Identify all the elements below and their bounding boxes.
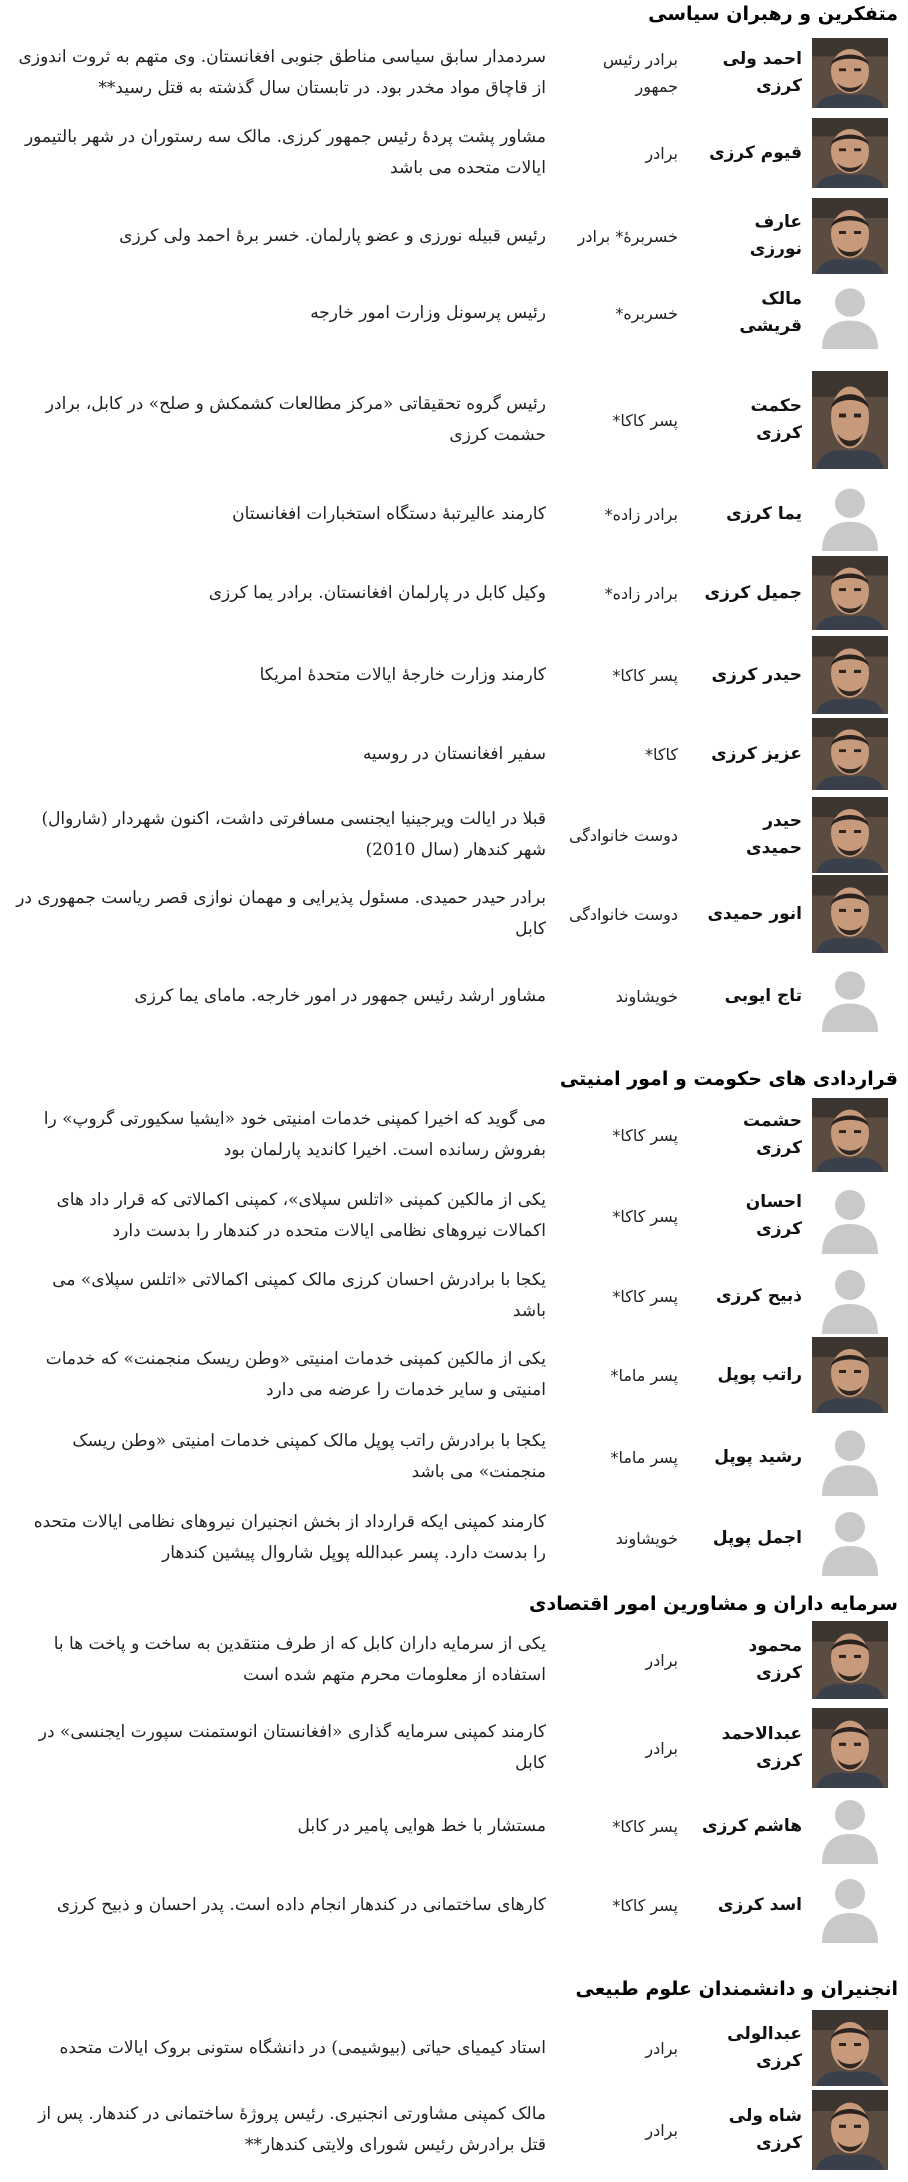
person-silhouette-icon xyxy=(812,1178,888,1254)
person-description: یکجا با برادرش احسان کرزی مالک کمپنی اکمالاتی «اتلس سپلای» می باشد xyxy=(52,1270,546,1321)
person-photo xyxy=(812,38,888,108)
person-photo xyxy=(812,1621,888,1699)
photo-placeholder xyxy=(812,1258,888,1334)
person-photo xyxy=(812,875,888,953)
person-row xyxy=(0,1788,908,1864)
person-description: رئیس قبیله نورزی و عضو پارلمان. خسر برۀ احمد ولی کرزی xyxy=(119,226,546,246)
person-row xyxy=(0,38,908,108)
person-photo xyxy=(812,556,888,630)
person-name: عبدالولی کرزی xyxy=(727,2024,802,2071)
section-title: سرمایه داران و مشاورین امور اقتصادی xyxy=(529,1593,898,1615)
person-description: قبلا در ایالت ویرجینیا ایجنسی مسافرتی داشت، اکنون شهردار (شاروال) شهر کندهار (سال 2010) xyxy=(41,809,546,860)
person-row xyxy=(0,2090,908,2170)
person-row xyxy=(0,1337,908,1413)
person-description: استاد کیمیای حیاتی (بیوشیمی) در دانشگاه ستونی بروک ایالات متحده xyxy=(59,2038,546,2058)
person-row xyxy=(0,198,908,274)
person-relation: برادر زاده* xyxy=(604,505,678,524)
photo-placeholder xyxy=(812,1500,888,1576)
person-name: اسد کرزی xyxy=(717,1895,802,1915)
person-description: یکی از مالکین کمپنی «اتلس سپلای»، کمپنی اکمالاتی که قرار داد های اکمالات نیروهای نظامی ایالات متحده در کندهار را بدست دارد xyxy=(56,1190,546,1241)
portrait-image xyxy=(812,2090,888,2170)
person-relation: خویشاوند xyxy=(615,987,678,1006)
person-photo xyxy=(812,1098,888,1172)
person-description: کارمند وزارت خارجۀ ایالات متحدۀ امریکا xyxy=(259,665,546,685)
person-photo xyxy=(812,2010,888,2086)
person-name: عزیز کرزی xyxy=(711,744,802,764)
photo-placeholder xyxy=(812,277,888,349)
person-relation: پسر کاکا* xyxy=(612,1817,678,1836)
photo-placeholder xyxy=(812,1788,888,1864)
person-description: یکی از مالکین کمپنی خدمات امنیتی «وطن ریسک منجمنت» که خدمات امنیتی و سایر خدمات را عرضه می دارد xyxy=(45,1349,546,1400)
person-row xyxy=(0,2010,908,2086)
person-row xyxy=(0,1178,908,1254)
person-description: کارمند کمپنی سرمایه گذاری «افغانستان انوستمنت سپورت ایجنسی» در کابل xyxy=(38,1722,546,1773)
person-description: برادر حیدر حمیدی. مسئول پذیرایی و مهمان نوازی قصر ریاست جمهوری در کابل xyxy=(16,888,546,939)
person-silhouette-icon xyxy=(812,1500,888,1576)
person-relation: برادر xyxy=(645,1739,678,1758)
person-silhouette-icon xyxy=(812,1867,888,1943)
portrait-image xyxy=(812,636,888,714)
photo-placeholder xyxy=(812,1418,888,1496)
portrait-image xyxy=(812,875,888,953)
person-photo xyxy=(812,718,888,790)
person-row xyxy=(0,371,908,469)
person-relation: پسر کاکا* xyxy=(612,1207,678,1226)
person-relation: خویشاوند xyxy=(615,1529,678,1548)
person-row xyxy=(0,118,908,188)
person-name: عارف نورزی xyxy=(749,212,802,259)
person-relation: برادر زاده* xyxy=(604,584,678,603)
person-row xyxy=(0,718,908,790)
person-relation: پسر کاکا* xyxy=(612,666,678,685)
person-row xyxy=(0,1098,908,1172)
person-photo xyxy=(812,198,888,274)
person-description: مستشار با خط هوایی پامیر در کابل xyxy=(297,1816,546,1836)
person-row xyxy=(0,1418,908,1496)
person-silhouette-icon xyxy=(812,1258,888,1334)
person-description: سفیر افغانستان در روسیه xyxy=(362,744,546,764)
person-name: یما کرزی xyxy=(726,504,802,524)
person-name: احسان کرزی xyxy=(745,1192,802,1239)
person-row xyxy=(0,797,908,873)
person-name: هاشم کرزی xyxy=(702,1816,802,1836)
person-row xyxy=(0,1258,908,1334)
portrait-image xyxy=(812,118,888,188)
person-name: قیوم کرزی xyxy=(709,143,802,163)
photo-placeholder xyxy=(812,477,888,551)
person-photo xyxy=(812,636,888,714)
person-row xyxy=(0,1500,908,1576)
portrait-image xyxy=(812,718,888,790)
person-silhouette-icon xyxy=(812,477,888,551)
person-description: مشاور ارشد رئیس جمهور در امور خارجه. مامای یما کرزی xyxy=(134,986,546,1006)
portrait-image xyxy=(812,38,888,108)
person-description: کارهای ساختمانی در کندهار انجام داده است. پدر احسان و ذبیح کرزی xyxy=(56,1895,546,1915)
person-silhouette-icon xyxy=(812,1418,888,1496)
person-relation: پسر کاکا* xyxy=(612,1896,678,1915)
portrait-image xyxy=(812,1621,888,1699)
person-relation: پسر کاکا* xyxy=(612,1126,678,1145)
person-description: مشاور پشت پردۀ رئیس جمهور کرزی. مالک سه رستوران در شهر بالتیمور ایالات متحده می باشد xyxy=(24,127,546,178)
person-description: رئیس گروه تحقیقاتی «مرکز مطالعات کشمکش و صلح» در کابل، برادر حشمت کرزی xyxy=(45,394,546,445)
person-relation: پسر کاکا* xyxy=(612,1287,678,1306)
person-photo xyxy=(812,1708,888,1788)
portrait-image xyxy=(812,371,888,469)
person-relation: برادر xyxy=(645,144,678,163)
portrait-image xyxy=(812,1098,888,1172)
person-row xyxy=(0,1867,908,1943)
person-photo xyxy=(812,2090,888,2170)
photo-placeholder xyxy=(812,1867,888,1943)
person-row xyxy=(0,556,908,630)
person-relation: کاکا* xyxy=(645,745,678,764)
person-relation: پسر کاکا* xyxy=(612,411,678,430)
person-description: می گوید که اخیرا کمپنی خدمات امنیتی خود «ایشیا سکیورتی گروپ» را بفروش رسانده است. اخیرا کاندید پارلمان بود xyxy=(43,1109,546,1160)
person-row xyxy=(0,875,908,953)
portrait-image xyxy=(812,1708,888,1788)
portrait-image xyxy=(812,2010,888,2086)
person-name: تاج ایوبی xyxy=(724,986,802,1006)
person-name: شاه ولی کرزی xyxy=(728,2106,802,2153)
person-row xyxy=(0,1621,908,1699)
person-description: مالک کمپنی مشاورتی انجنیری. رئیس پروژۀ ساختمانی در کندهار. پس از قتل برادرش رئیس شورای ولایتی کندهار** xyxy=(38,2104,546,2155)
person-description: رئیس پرسونل وزارت امور خارجه xyxy=(310,303,546,323)
section-title: متفکرین و رهبران سیاسی xyxy=(648,3,898,25)
person-relation: پسر ماما* xyxy=(610,1366,678,1385)
person-name: حشمت کرزی xyxy=(743,1111,802,1158)
person-name: مالک قریشی xyxy=(739,289,802,336)
person-description: کارمند کمپنی ایکه قرارداد از بخش انجنیران نیروهای نظامی ایالات متحده را بدست دارد. پسر عبدالله پوپل شاروال پیشین کندهار xyxy=(33,1512,546,1563)
person-relation: دوست خانوادگی xyxy=(568,826,678,845)
person-name: حیدر کرزی xyxy=(711,665,802,685)
person-relation: خسربرۀ* برادر xyxy=(577,227,678,246)
person-relation: برادر رئیس جمهور xyxy=(602,50,678,96)
portrait-image xyxy=(812,198,888,274)
person-relation: خسربره* xyxy=(615,304,678,323)
person-row xyxy=(0,1708,908,1788)
person-row xyxy=(0,960,908,1032)
person-photo xyxy=(812,371,888,469)
person-relation: دوست خانوادگی xyxy=(568,905,678,924)
person-name: عبدالاحمد کرزی xyxy=(721,1724,802,1771)
person-relation: برادر xyxy=(645,2039,678,2058)
person-silhouette-icon xyxy=(812,277,888,349)
person-name: حکمت کرزی xyxy=(750,396,802,443)
person-relation: برادر xyxy=(645,2121,678,2140)
person-photo xyxy=(812,797,888,873)
person-name: جمیل کرزی xyxy=(704,583,802,603)
person-description: سردمدار سابق سیاسی مناطق جنوبی افغانستان. وی متهم به ثروت اندوزی از قاچاق مواد مخدر بود. در تابستان سال گذشته به قتل رسید** xyxy=(18,47,546,98)
person-name: ذبیح کرزی xyxy=(715,1286,802,1306)
person-photo xyxy=(812,1337,888,1413)
person-name: اجمل پوپل xyxy=(712,1528,802,1548)
photo-placeholder xyxy=(812,1178,888,1254)
person-description: یکجا با برادرش راتب پوپل مالک کمپنی خدمات امنیتی «وطن ریسک منجمنت» می باشد xyxy=(72,1431,546,1482)
person-row xyxy=(0,477,908,551)
person-name: محمود کرزی xyxy=(748,1636,802,1683)
section-title: انجنیران و دانشمندان علوم طبیعی xyxy=(575,1978,898,2000)
portrait-image xyxy=(812,556,888,630)
person-description: وکیل کابل در پارلمان افغانستان. برادر یما کرزی xyxy=(208,583,546,603)
person-relation: برادر xyxy=(645,1651,678,1670)
portrait-image xyxy=(812,1337,888,1413)
portrait-image xyxy=(812,797,888,873)
person-photo xyxy=(812,118,888,188)
person-name: حیدر حمیدی xyxy=(746,811,802,858)
person-silhouette-icon xyxy=(812,960,888,1032)
person-row xyxy=(0,636,908,714)
person-description: کارمند عالیرتبۀ دستگاه استخبارات افغانستان xyxy=(232,504,546,524)
photo-placeholder xyxy=(812,960,888,1032)
person-silhouette-icon xyxy=(812,1788,888,1864)
person-description: یکی از سرمایه داران کابل که از طرف منتقدین به ساخت و پاخت ها با استفاده از معلومات محرم متهم شده است xyxy=(53,1634,546,1685)
section-title: قراردادی های حکومت و امور امنیتی xyxy=(559,1068,898,1090)
person-relation: پسر ماما* xyxy=(610,1448,678,1467)
person-name: راتب پوپل xyxy=(717,1365,802,1385)
person-name: رشید پوپل xyxy=(714,1447,802,1467)
person-name: انور حمیدی xyxy=(707,904,802,924)
person-row xyxy=(0,277,908,349)
person-name: احمد ولی کرزی xyxy=(722,49,802,96)
